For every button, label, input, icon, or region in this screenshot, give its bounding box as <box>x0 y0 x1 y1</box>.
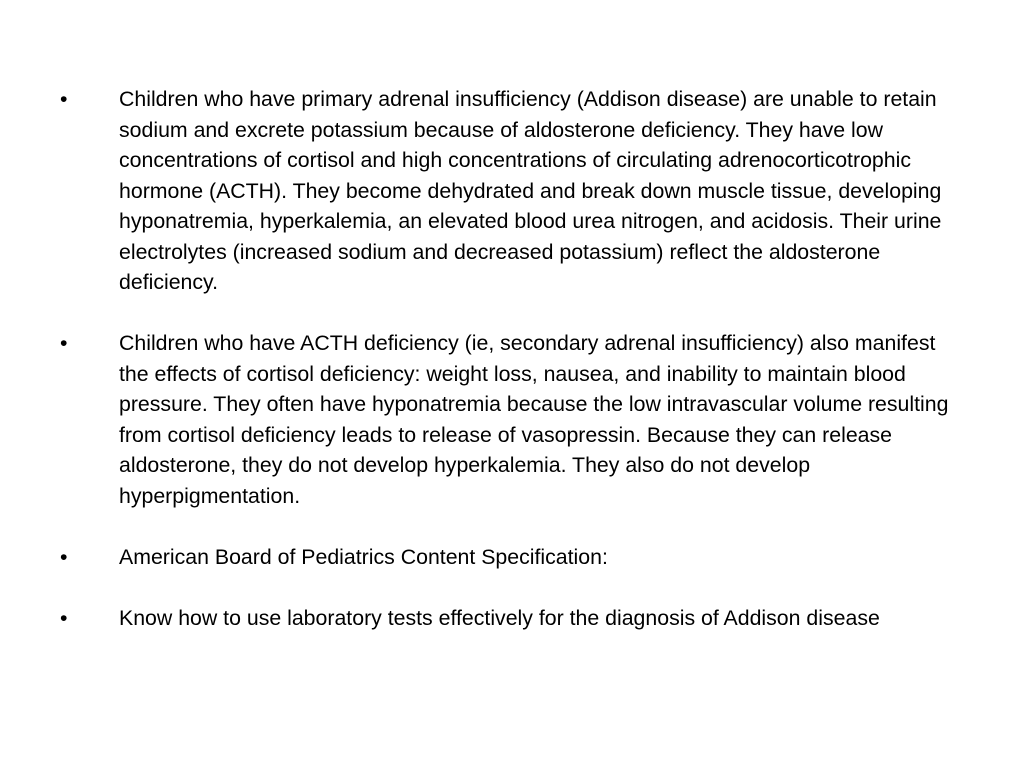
bullet-list <box>60 84 960 664</box>
bullet-text: Children who have ACTH deficiency (ie, secondary adrenal insufficiency) also manifest the effects of cortisol deficiency: weight loss, nausea, and inability to maintain blood pressure. They often have hyponatremia because the low intravascular volume resulting from cortisol deficiency leads to release of vasopressin. Because they can release aldosterone, they do not develop hyperkalemia. They also do not develop hyperpigmentation. <box>119 331 949 508</box>
bullet-marker: • <box>60 544 68 569</box>
bullet-text: Know how to use laboratory tests effectively for the diagnosis of Addison disease <box>119 605 880 630</box>
bullet-text: Children who have primary adrenal insufficiency (Addison disease) are unable to retain sodium and excrete potassium because of aldosterone deficiency. They have low concentrations of cortisol and high concentrations of circulating adrenocorticotrophic hormone (ACTH). They become dehydrated and break down muscle tissue, developing hyponatremia, hyperkalemia, an elevated blood urea nitrogen, and acidosis. Their urine electrolytes (increased sodium and decreased potassium) reflect the aldosterone deficiency. <box>119 87 942 294</box>
bullet-item-content-specification <box>60 542 960 573</box>
bullet-marker: • <box>60 605 68 630</box>
bullet-marker: • <box>60 331 68 355</box>
bullet-marker: • <box>60 87 68 111</box>
bullet-text: American Board of Pediatrics Content Specification: <box>119 544 608 569</box>
bullet-item-laboratory-tests <box>60 603 960 634</box>
bullet-item-addison <box>60 84 960 298</box>
bullet-item-acth-deficiency <box>60 328 960 511</box>
